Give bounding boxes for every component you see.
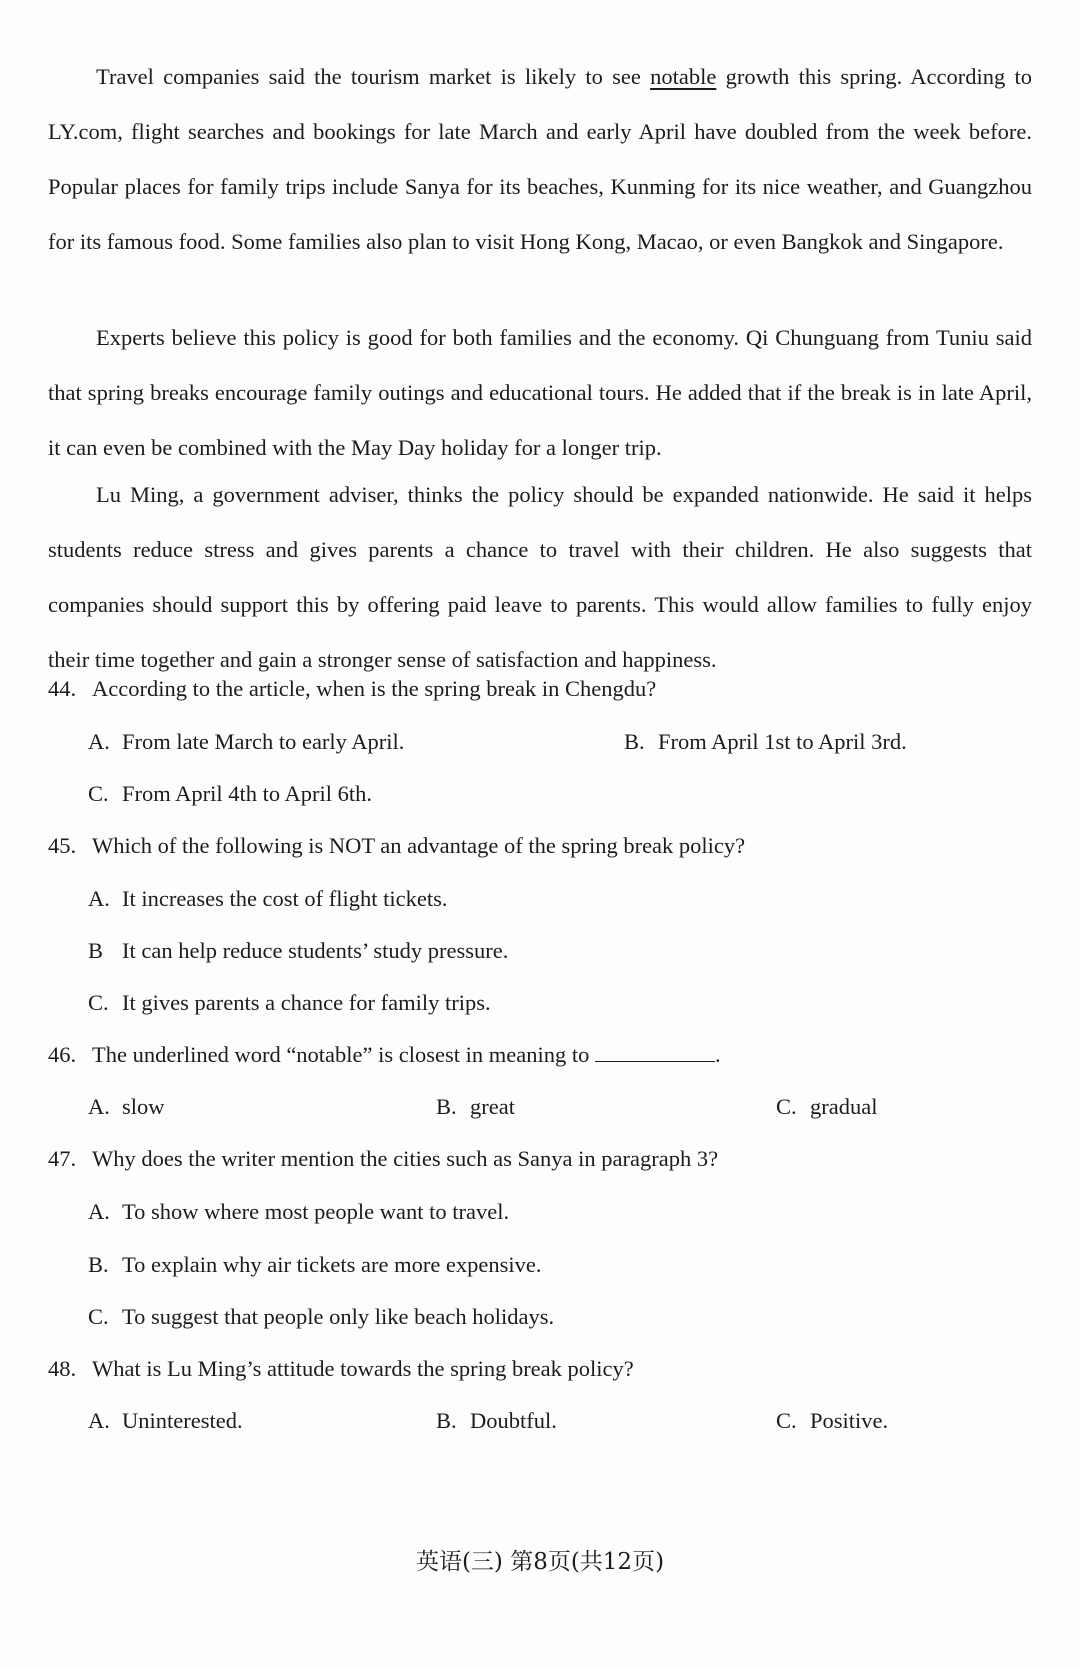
option-text: great [470, 1094, 515, 1119]
option-text: It gives parents a chance for family trips. [122, 990, 491, 1015]
option-text: From April 1st to April 3rd. [658, 729, 907, 754]
option-letter: C. [88, 781, 109, 806]
option-45-b [88, 938, 508, 964]
option-44-c [88, 781, 372, 807]
option-text: Uninterested. [122, 1408, 243, 1433]
option-44-a [88, 729, 404, 755]
option-letter: A. [88, 729, 110, 754]
option-45-c [88, 990, 491, 1016]
question-48 [48, 1356, 634, 1382]
question-number: 48. [48, 1356, 77, 1381]
option-text: From April 4th to April 6th. [122, 781, 373, 806]
option-letter: C. [88, 1304, 109, 1329]
option-letter: A. [88, 1408, 110, 1433]
question-stem: What is Lu Ming’s attitude towards the spring break policy? [92, 1356, 634, 1381]
question-46 [48, 1042, 721, 1068]
option-text: It can help reduce students’ study pressure. [122, 938, 509, 963]
option-45-a [88, 886, 448, 912]
option-letter: C. [88, 990, 109, 1015]
question-number: 47. [48, 1146, 77, 1171]
option-letter: B. [436, 1408, 457, 1433]
answer-blank [595, 1043, 715, 1062]
option-letter: C. [776, 1408, 797, 1433]
option-46-a [88, 1094, 165, 1120]
option-48-c [776, 1408, 888, 1434]
question-number: 44. [48, 676, 77, 701]
question-47 [48, 1146, 718, 1172]
question-number: 46. [48, 1042, 77, 1067]
page-footer: 英语(三) 第8页(共12页) [415, 1549, 665, 1575]
option-text: To show where most people want to travel. [122, 1199, 510, 1224]
option-48-b [436, 1408, 557, 1434]
option-letter: C. [776, 1094, 797, 1119]
option-text: It increases the cost of flight tickets. [122, 886, 448, 911]
option-text: To explain why air tickets are more expensive. [122, 1252, 542, 1277]
option-46-c [776, 1094, 877, 1120]
paragraph-1 [48, 49, 1032, 269]
question-45 [48, 833, 745, 859]
option-text: Positive. [810, 1408, 889, 1433]
option-46-b [436, 1094, 515, 1120]
option-letter: B. [436, 1094, 457, 1119]
option-text: To suggest that people only like beach holidays. [122, 1304, 555, 1329]
option-text: slow [122, 1094, 165, 1119]
option-text: From late March to early April. [122, 729, 405, 754]
option-44-b [624, 729, 907, 755]
paragraph-1-text-start: Travel companies said the tourism market is likely to see [96, 64, 651, 89]
option-letter: A. [88, 886, 110, 911]
option-letter: A. [88, 1094, 110, 1119]
question-stem: The underlined word “notable” is closest in meaning to [92, 1042, 595, 1067]
option-text: gradual [810, 1094, 878, 1119]
question-44 [48, 676, 656, 702]
option-47-a [88, 1199, 509, 1225]
option-letter: B [88, 938, 104, 963]
question-stem: Why does the writer mention the cities such as Sanya in paragraph 3? [92, 1146, 719, 1171]
question-number: 45. [48, 833, 77, 858]
paragraph-2: Experts believe this policy is good for both families and the economy. Qi Chunguang from Tuniu said that spring breaks encourage family outings and educational tours. He added that if the break is in late April, it can even be combined with the May Day holiday for a longer trip. [48, 325, 1032, 460]
option-letter: B. [88, 1252, 109, 1277]
option-text: Doubtful. [470, 1408, 557, 1433]
question-stem: Which of the following is NOT an advantage of the spring break policy? [92, 833, 746, 858]
option-47-b [88, 1252, 542, 1278]
underlined-word: notable [650, 64, 717, 89]
paragraph-3: Lu Ming, a government adviser, thinks the policy should be expanded nationwide. He said it helps students reduce stress and gives parents a chance to travel with their children. He also suggests that companies should support this by offering paid leave to parents. This would allow families to fully enjoy their time together and gain a stronger sense of satisfaction and happiness. [48, 482, 1032, 672]
option-48-a [88, 1408, 243, 1434]
option-47-c [88, 1304, 554, 1330]
option-letter: B. [624, 729, 645, 754]
question-stem-end: . [715, 1042, 721, 1067]
question-stem: According to the article, when is the spring break in Chengdu? [92, 676, 657, 701]
option-letter: A. [88, 1199, 110, 1224]
paragraph-1-text-end: growth this spring. According to LY.com, flight searches and bookings for late March and early April have doubled from the week before. Popular places for family trips include Sanya for its beaches, Kunming for its nice weather, and Guangzhou for its famous food. Some families also plan to visit Hong Kong, Macao, or even Bangkok and Singapore. [48, 64, 1032, 254]
